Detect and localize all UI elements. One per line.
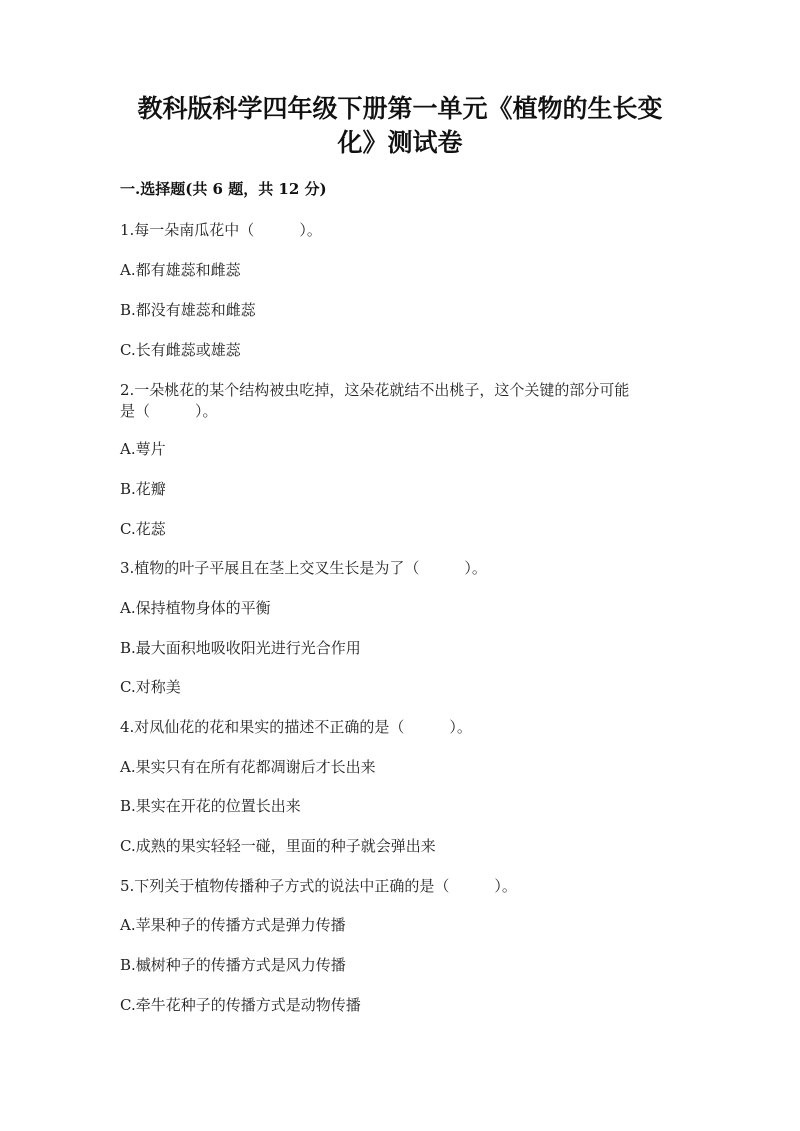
question-4-stem: 4.对凤仙花的花和果实的描述不正确的是（ ）。	[120, 718, 472, 736]
question-1-stem: 1.每一朵南瓜花中（ ）。	[120, 221, 322, 239]
question-1-option-a: A.都有雄蕊和雌蕊	[120, 261, 241, 279]
question-2-stem-line-2: 是（ ）。	[120, 402, 218, 420]
question-2-option-a: A.萼片	[120, 440, 166, 458]
question-5-option-a: A.苹果种子的传播方式是弹力传播	[120, 916, 346, 934]
exam-title-line-1: 教科版科学四年级下册第一单元《植物的生长变	[137, 94, 663, 123]
exam-title-line-2: 化》测试卷	[337, 128, 463, 157]
question-4-option-b: B.果实在开花的位置长出来	[120, 797, 301, 815]
question-3-option-a: A.保持植物身体的平衡	[120, 599, 271, 617]
question-4-option-a: A.果实只有在所有花都凋谢后才长出来	[120, 758, 376, 776]
section-heading: 一.选择题(共 6 题，共 12 分)	[120, 180, 327, 198]
question-2-option-c: C.花蕊	[120, 520, 166, 538]
question-3-option-c: C.对称美	[120, 678, 181, 696]
question-1-option-b: B.都没有雄蕊和雌蕊	[120, 301, 256, 319]
question-3-stem: 3.植物的叶子平展且在茎上交叉生长是为了（ ）。	[120, 559, 487, 577]
question-5-option-c: C.牵牛花种子的传播方式是动物传播	[120, 996, 361, 1014]
question-5-stem: 5.下列关于植物传播种子方式的说法中正确的是（ ）。	[120, 877, 517, 895]
question-5-option-b: B.槭树种子的传播方式是风力传播	[120, 956, 346, 974]
question-4-option-c: C.成熟的果实轻轻一碰，里面的种子就会弹出来	[120, 837, 436, 855]
question-2-option-b: B.花瓣	[120, 480, 166, 498]
question-2-stem-line-1: 2.一朵桃花的某个结构被虫吃掉，这朵花就结不出桃子，这个关键的部分可能	[120, 381, 630, 399]
question-3-option-b: B.最大面积地吸收阳光进行光合作用	[120, 639, 361, 657]
question-1-option-c: C.长有雌蕊或雄蕊	[120, 341, 241, 359]
